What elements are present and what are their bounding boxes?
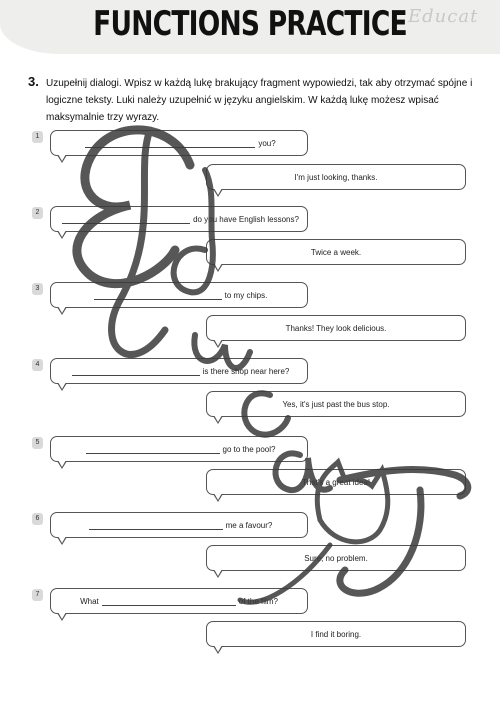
- question-bubble: [50, 512, 308, 538]
- page-title: FUNCTIONS PRACTICE: [93, 4, 407, 44]
- bubble-tail: [57, 155, 67, 163]
- answer-blank[interactable]: [85, 139, 255, 148]
- bubble-tail: [57, 537, 67, 545]
- answer-text: I find it boring.: [310, 629, 362, 639]
- question-bubble: [50, 358, 308, 384]
- task-number: 3.: [28, 74, 39, 89]
- bubble-tail: [213, 646, 223, 654]
- bubble-tail: [57, 307, 67, 315]
- answer-text: Thanks! They look delicious.: [285, 323, 387, 333]
- answer-blank[interactable]: [89, 521, 223, 530]
- answer-bubble: [206, 164, 466, 190]
- bubble-tail: [213, 189, 223, 197]
- question-bubble: [50, 282, 308, 308]
- answer-text: I'm just looking, thanks.: [294, 172, 378, 182]
- question-suffix: me a favour?: [225, 520, 273, 530]
- answer-bubble: [206, 315, 466, 341]
- answer-bubble: [206, 239, 466, 265]
- bubble-tail: [213, 494, 223, 502]
- bubble-tail: [213, 416, 223, 424]
- bubble-tail: [57, 383, 67, 391]
- bubble-tail: [57, 613, 67, 621]
- question-suffix: go to the pool?: [222, 444, 276, 454]
- answer-blank[interactable]: [102, 597, 236, 606]
- dialogue-number: 4: [32, 359, 43, 371]
- answer-blank[interactable]: [94, 291, 222, 300]
- dialogue-number: 3: [32, 283, 43, 295]
- bubble-tail: [213, 340, 223, 348]
- answer-blank[interactable]: [72, 367, 200, 376]
- question-bubble: [50, 206, 308, 232]
- answer-text: That's a great idea!: [301, 477, 371, 487]
- answer-blank[interactable]: [62, 215, 190, 224]
- question-bubble: [50, 130, 308, 156]
- answer-bubble: [206, 545, 466, 571]
- bubble-tail: [213, 570, 223, 578]
- dialogue-number: 7: [32, 589, 43, 601]
- question-suffix: is there shop near here?: [202, 366, 290, 376]
- question-bubble: [50, 588, 308, 614]
- bubble-tail: [57, 231, 67, 239]
- answer-bubble: [206, 469, 466, 495]
- bubble-tail: [57, 461, 67, 469]
- question-suffix: of the film?: [238, 596, 278, 606]
- question-suffix: to my chips.: [224, 290, 268, 300]
- dialogue-number: 5: [32, 437, 43, 449]
- brand-logo: Educat: [408, 6, 479, 27]
- answer-blank[interactable]: [86, 445, 220, 454]
- question-prefix: What: [80, 596, 99, 606]
- answer-bubble: [206, 391, 466, 417]
- dialogue-number: 2: [32, 207, 43, 219]
- bubble-tail: [213, 264, 223, 272]
- answer-text: Yes, it's just past the bus stop.: [282, 399, 390, 409]
- question-bubble: [50, 436, 308, 462]
- answer-text: Twice a week.: [310, 247, 362, 257]
- question-suffix: do you have English lessons?: [193, 214, 299, 224]
- answer-bubble: [206, 621, 466, 647]
- dialogue-number: 6: [32, 513, 43, 525]
- answer-text: Sure, no problem.: [304, 553, 368, 563]
- dialogue-number: 1: [32, 131, 43, 143]
- task-instructions: Uzupełnij dialogi. Wpisz w każdą lukę brakujący fragment wypowiedzi, tak aby otrzymać spójne i logiczne teksty. Luki należy uzupełnić w języku angielskim. W każdą lukę możesz wpisać maksymalnie trzy wyrazy.: [46, 78, 473, 123]
- question-suffix: you?: [258, 138, 276, 148]
